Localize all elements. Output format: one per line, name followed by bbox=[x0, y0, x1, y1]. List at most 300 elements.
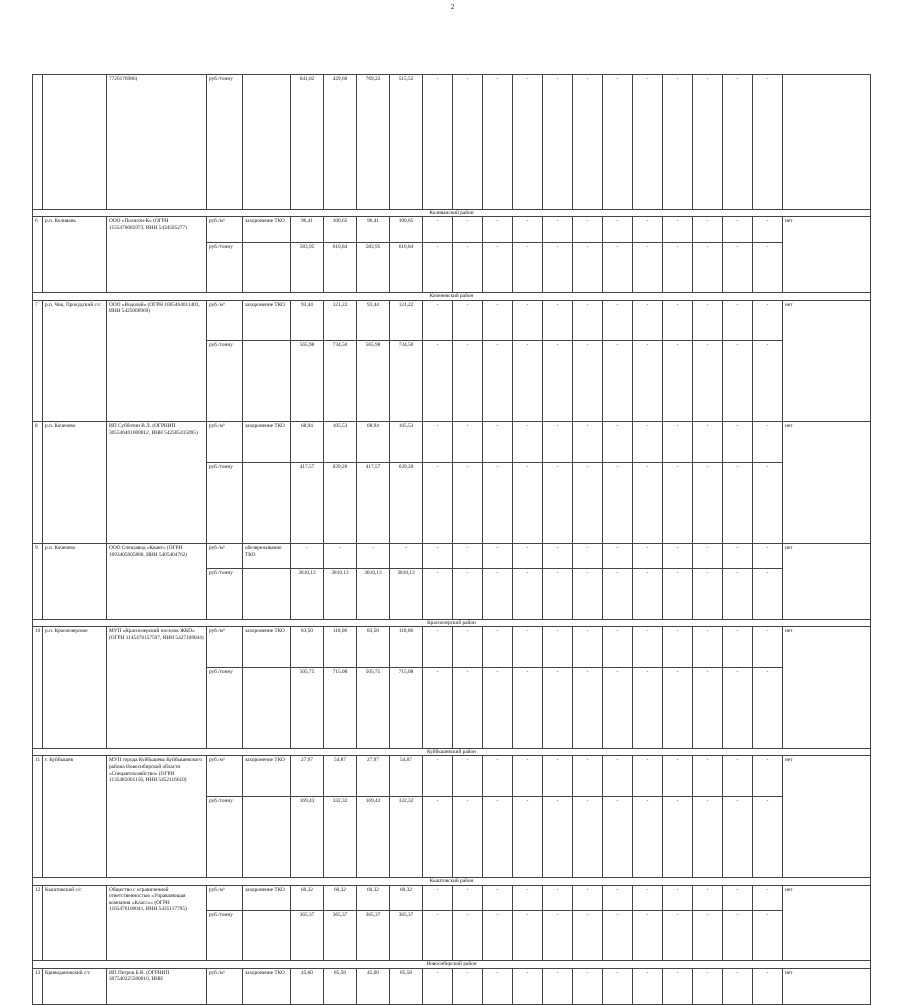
dash-cell: - bbox=[663, 885, 693, 910]
tariff-value-cell: - bbox=[357, 543, 390, 568]
dash-cell: - bbox=[693, 462, 723, 543]
dash-cell: - bbox=[483, 910, 513, 960]
tariff-value-cell: 118,06 bbox=[390, 627, 423, 668]
dash-cell: - bbox=[513, 75, 543, 210]
tariff-value-cell: - bbox=[291, 543, 324, 568]
dash-cell: - bbox=[423, 569, 453, 619]
district-heading: Кыштовский район bbox=[33, 878, 871, 886]
table-row bbox=[33, 422, 871, 463]
dash-cell: - bbox=[453, 217, 483, 242]
dash-cell: - bbox=[543, 756, 573, 797]
unit-cell: руб./тонну bbox=[207, 75, 243, 210]
provider-cell: МУП города Куйбышева Куйбышевского района Новосибирской области «Спецавтохозяйство» (ОГРН 1135485001156, ИНН 5452116610) bbox=[107, 756, 207, 878]
dash-cell: - bbox=[513, 217, 543, 242]
kind-cell: захоронение ТКО bbox=[243, 885, 291, 910]
tariff-value-cell: 565,98 bbox=[291, 341, 324, 422]
dash-cell: - bbox=[723, 341, 753, 422]
district-heading: Краснозерский район bbox=[33, 619, 871, 627]
dash-cell: - bbox=[723, 217, 753, 242]
dash-cell: - bbox=[453, 300, 483, 341]
vat-cell: нет bbox=[783, 422, 871, 544]
dash-cell: - bbox=[603, 627, 633, 668]
tariff-value-cell: 505,75 bbox=[357, 667, 390, 748]
dash-cell: - bbox=[453, 968, 483, 1004]
district-heading: Куйбышевский район bbox=[33, 748, 871, 756]
tariff-value-cell: 417,57 bbox=[357, 462, 390, 543]
district-row bbox=[33, 961, 871, 969]
dash-cell: - bbox=[513, 543, 543, 568]
tariff-value-cell: 332,32 bbox=[390, 796, 423, 877]
dash-cell: - bbox=[753, 341, 783, 422]
vat-cell: нет bbox=[783, 756, 871, 878]
unit-cell: руб./тонну bbox=[207, 569, 243, 619]
unit-cell: руб./м³ bbox=[207, 968, 243, 1004]
dash-cell: - bbox=[693, 569, 723, 619]
place-cell: р.п. Коливань bbox=[43, 217, 107, 293]
dash-cell: - bbox=[633, 543, 663, 568]
dash-cell: - bbox=[423, 543, 453, 568]
dash-cell: - bbox=[543, 341, 573, 422]
dash-cell: - bbox=[633, 422, 663, 463]
dash-cell: - bbox=[603, 300, 633, 341]
table-row bbox=[33, 627, 871, 668]
tariff-value-cell: 365,37 bbox=[357, 910, 390, 960]
vat-cell: нет bbox=[783, 543, 871, 619]
tariff-value-cell: 417,57 bbox=[291, 462, 324, 543]
tariff-value-cell: 3810,13 bbox=[291, 569, 324, 619]
dash-cell: - bbox=[513, 910, 543, 960]
dash-cell: - bbox=[753, 422, 783, 463]
dash-cell: - bbox=[483, 341, 513, 422]
tariff-value-cell: 429,60 bbox=[324, 75, 357, 210]
dash-cell: - bbox=[753, 462, 783, 543]
tariff-value-cell: 332,32 bbox=[324, 796, 357, 877]
district-row bbox=[33, 748, 871, 756]
dash-cell: - bbox=[663, 341, 693, 422]
dash-cell: - bbox=[693, 300, 723, 341]
dash-cell: - bbox=[573, 627, 603, 668]
dash-cell: - bbox=[603, 341, 633, 422]
dash-cell: - bbox=[573, 667, 603, 748]
dash-cell: - bbox=[573, 968, 603, 1004]
dash-cell: - bbox=[603, 968, 633, 1004]
tariff-value-cell: 365,37 bbox=[324, 910, 357, 960]
district-row bbox=[33, 619, 871, 627]
dash-cell: - bbox=[423, 667, 453, 748]
dash-cell: - bbox=[483, 569, 513, 619]
dash-cell: - bbox=[453, 667, 483, 748]
kind-cell: захоронение ТКО bbox=[243, 968, 291, 1004]
kind-cell bbox=[243, 242, 291, 292]
dash-cell: - bbox=[693, 910, 723, 960]
dash-cell: - bbox=[723, 543, 753, 568]
place-cell: р.п. Кочеnево bbox=[43, 543, 107, 619]
dash-cell: - bbox=[753, 910, 783, 960]
tariff-value-cell: 27,97 bbox=[357, 756, 390, 797]
dash-cell: - bbox=[633, 569, 663, 619]
dash-cell: - bbox=[453, 885, 483, 910]
dash-cell: - bbox=[483, 422, 513, 463]
dash-cell: - bbox=[633, 462, 663, 543]
dash-cell: - bbox=[633, 885, 663, 910]
dash-cell: - bbox=[663, 756, 693, 797]
tariff-value-cell: 27,97 bbox=[291, 756, 324, 797]
dash-cell: - bbox=[753, 796, 783, 877]
dash-cell: - bbox=[483, 627, 513, 668]
dash-cell: - bbox=[663, 422, 693, 463]
tariff-value-cell: 54,87 bbox=[390, 756, 423, 797]
dash-cell: - bbox=[693, 756, 723, 797]
number-cell: 8 bbox=[33, 422, 43, 544]
tariff-value-cell: 100,65 bbox=[390, 217, 423, 242]
kind-cell bbox=[243, 910, 291, 960]
dash-cell: - bbox=[423, 910, 453, 960]
dash-cell: - bbox=[723, 968, 753, 1004]
dash-cell: - bbox=[663, 968, 693, 1004]
dash-cell: - bbox=[513, 422, 543, 463]
dash-cell: - bbox=[693, 242, 723, 292]
dash-cell: - bbox=[573, 543, 603, 568]
district-row bbox=[33, 878, 871, 886]
tariff-table bbox=[32, 74, 871, 1005]
dash-cell: - bbox=[423, 300, 453, 341]
table-row bbox=[33, 300, 871, 341]
dash-cell: - bbox=[453, 569, 483, 619]
dash-cell: - bbox=[603, 242, 633, 292]
dash-cell: - bbox=[693, 543, 723, 568]
number-cell: 12 bbox=[33, 885, 43, 961]
dash-cell: - bbox=[723, 885, 753, 910]
kind-cell bbox=[243, 75, 291, 210]
dash-cell: - bbox=[663, 242, 693, 292]
dash-cell: - bbox=[723, 756, 753, 797]
district-heading: Новосибирский район bbox=[33, 961, 871, 969]
tariff-value-cell: 105,53 bbox=[324, 422, 357, 463]
dash-cell: - bbox=[633, 75, 663, 210]
dash-cell: - bbox=[723, 242, 753, 292]
dash-cell: - bbox=[753, 885, 783, 910]
number-cell: 9 bbox=[33, 543, 43, 619]
unit-cell: руб./м³ bbox=[207, 217, 243, 242]
tariff-value-cell: 85,58 bbox=[324, 968, 357, 1004]
place-cell: р.п. Чик, Прокудский с/с bbox=[43, 300, 107, 422]
kind-cell: обезвреживание ТКО bbox=[243, 543, 291, 568]
tariff-value-cell: 3810,13 bbox=[324, 569, 357, 619]
tariff-value-cell: 365,37 bbox=[291, 910, 324, 960]
tariff-value-cell: 121,22 bbox=[390, 300, 423, 341]
dash-cell: - bbox=[723, 462, 753, 543]
dash-cell: - bbox=[543, 796, 573, 877]
tariff-value-cell: 715,08 bbox=[324, 667, 357, 748]
kind-cell bbox=[243, 569, 291, 619]
number-cell: 11 bbox=[33, 756, 43, 878]
dash-cell: - bbox=[603, 910, 633, 960]
dash-cell: - bbox=[753, 217, 783, 242]
dash-cell: - bbox=[453, 756, 483, 797]
dash-cell: - bbox=[423, 422, 453, 463]
vat-cell: нет bbox=[783, 885, 871, 961]
dash-cell: - bbox=[603, 75, 633, 210]
dash-cell: - bbox=[483, 885, 513, 910]
dash-cell: - bbox=[543, 217, 573, 242]
tariff-value-cell: - bbox=[324, 543, 357, 568]
dash-cell: - bbox=[513, 796, 543, 877]
dash-cell: - bbox=[543, 885, 573, 910]
dash-cell: - bbox=[633, 242, 663, 292]
tariff-value-cell: 121,22 bbox=[324, 300, 357, 341]
table-row bbox=[33, 756, 871, 797]
tariff-value-cell: 60,32 bbox=[390, 885, 423, 910]
dash-cell: - bbox=[483, 667, 513, 748]
dash-cell: - bbox=[723, 422, 753, 463]
vat-cell bbox=[783, 75, 871, 210]
number-cell: 13 bbox=[33, 968, 43, 1004]
dash-cell: - bbox=[663, 75, 693, 210]
tariff-value-cell: 68,94 bbox=[357, 422, 390, 463]
dash-cell: - bbox=[423, 627, 453, 668]
dash-cell: - bbox=[573, 422, 603, 463]
dash-cell: - bbox=[483, 300, 513, 341]
dash-cell: - bbox=[543, 627, 573, 668]
dash-cell: - bbox=[663, 910, 693, 960]
dash-cell: - bbox=[723, 667, 753, 748]
tariff-value-cell: 505,75 bbox=[291, 667, 324, 748]
vat-cell: нет bbox=[783, 968, 871, 1004]
tariff-value-cell: 96,41 bbox=[291, 217, 324, 242]
dash-cell: - bbox=[693, 422, 723, 463]
dash-cell: - bbox=[723, 569, 753, 619]
number-cell: 7 bbox=[33, 300, 43, 422]
dash-cell: - bbox=[663, 796, 693, 877]
dash-cell: - bbox=[663, 569, 693, 619]
dash-cell: - bbox=[513, 885, 543, 910]
number-cell bbox=[33, 75, 43, 210]
kind-cell: захоронение ТКО bbox=[243, 217, 291, 242]
dash-cell: - bbox=[453, 242, 483, 292]
dash-cell: - bbox=[603, 885, 633, 910]
vat-cell: нет bbox=[783, 217, 871, 293]
dash-cell: - bbox=[633, 341, 663, 422]
dash-cell: - bbox=[663, 462, 693, 543]
dash-cell: - bbox=[603, 422, 633, 463]
tariff-value-cell: 45,60 bbox=[357, 968, 390, 1004]
dash-cell: - bbox=[633, 796, 663, 877]
kind-cell: захоронение ТКО bbox=[243, 422, 291, 463]
provider-cell: ООО «Водолей» (ОГРН 1065464011403, ИНН 5425000969) bbox=[107, 300, 207, 422]
dash-cell: - bbox=[573, 910, 603, 960]
kind-cell: захоронение ТКО bbox=[243, 756, 291, 797]
place-cell: Криводановский с/с bbox=[43, 968, 107, 1004]
tariff-value-cell: 54,87 bbox=[324, 756, 357, 797]
dash-cell: - bbox=[453, 627, 483, 668]
dash-cell: - bbox=[423, 756, 453, 797]
provider-cell: МУП «Краснозерский поселок ЖКО» (ОГРН 1145476157597, ИНН 5427108044) bbox=[107, 627, 207, 749]
dash-cell: - bbox=[573, 462, 603, 543]
unit-cell: руб./тонну bbox=[207, 242, 243, 292]
tariff-value-cell: 83,50 bbox=[357, 627, 390, 668]
dash-cell: - bbox=[513, 242, 543, 292]
dash-cell: - bbox=[753, 75, 783, 210]
dash-cell: - bbox=[753, 756, 783, 797]
dash-cell: - bbox=[603, 462, 633, 543]
tariff-value-cell: 734,50 bbox=[390, 341, 423, 422]
dash-cell: - bbox=[603, 796, 633, 877]
vat-cell: нет bbox=[783, 300, 871, 422]
tariff-value-cell: 639,20 bbox=[390, 462, 423, 543]
table-row bbox=[33, 543, 871, 568]
unit-cell: руб./м³ bbox=[207, 627, 243, 668]
dash-cell: - bbox=[753, 569, 783, 619]
tariff-value-cell: 100,65 bbox=[324, 217, 357, 242]
place-cell: г. Куйбышев bbox=[43, 756, 107, 878]
tariff-value-cell: 83,50 bbox=[291, 627, 324, 668]
dash-cell: - bbox=[693, 627, 723, 668]
dash-cell: - bbox=[603, 217, 633, 242]
dash-cell: - bbox=[513, 569, 543, 619]
dash-cell: - bbox=[663, 217, 693, 242]
tariff-value-cell: 641,02 bbox=[291, 75, 324, 210]
dash-cell: - bbox=[723, 910, 753, 960]
tariff-value-cell: 3810,13 bbox=[357, 569, 390, 619]
dash-cell: - bbox=[453, 462, 483, 543]
dash-cell: - bbox=[483, 75, 513, 210]
provider-cell: ИП Субботин В.Л. (ОГРНИП 305546401000012, ИНН 542505415095) bbox=[107, 422, 207, 544]
dash-cell: - bbox=[693, 75, 723, 210]
dash-cell: - bbox=[513, 341, 543, 422]
dash-cell: - bbox=[633, 756, 663, 797]
dash-cell: - bbox=[573, 569, 603, 619]
place-cell: Кыштовский с/с bbox=[43, 885, 107, 961]
dash-cell: - bbox=[423, 796, 453, 877]
unit-cell: руб./тонну bbox=[207, 462, 243, 543]
dash-cell: - bbox=[483, 462, 513, 543]
dash-cell: - bbox=[723, 300, 753, 341]
provider-cell: ИП Петров Б.В. (ОГРНИП 307540225500010, ИНН bbox=[107, 968, 207, 1004]
dash-cell: - bbox=[573, 300, 603, 341]
tariff-value-cell: 60,32 bbox=[291, 885, 324, 910]
tariff-value-cell: 610,84 bbox=[390, 242, 423, 292]
tariff-value-cell: 169,43 bbox=[357, 796, 390, 877]
dash-cell: - bbox=[663, 543, 693, 568]
dash-cell: - bbox=[513, 300, 543, 341]
dash-cell: - bbox=[543, 569, 573, 619]
dash-cell: - bbox=[603, 667, 633, 748]
tariff-value-cell: 60,32 bbox=[357, 885, 390, 910]
dash-cell: - bbox=[573, 75, 603, 210]
tariff-value-cell: 118,06 bbox=[324, 627, 357, 668]
dash-cell: - bbox=[543, 968, 573, 1004]
tariff-value-cell: 45,60 bbox=[291, 968, 324, 1004]
dash-cell: - bbox=[573, 756, 603, 797]
tariff-value-cell: 639,20 bbox=[324, 462, 357, 543]
dash-cell: - bbox=[513, 667, 543, 748]
dash-cell: - bbox=[723, 796, 753, 877]
tariff-value-cell: 734,50 bbox=[324, 341, 357, 422]
place-cell: р.п. Кочеnево bbox=[43, 422, 107, 544]
dash-cell: - bbox=[573, 217, 603, 242]
number-cell: 6 bbox=[33, 217, 43, 293]
dash-cell: - bbox=[513, 462, 543, 543]
kind-cell bbox=[243, 462, 291, 543]
tariff-value-cell: 715,08 bbox=[390, 667, 423, 748]
dash-cell: - bbox=[633, 667, 663, 748]
page-number: 2 bbox=[450, 3, 455, 11]
dash-cell: - bbox=[453, 543, 483, 568]
kind-cell bbox=[243, 796, 291, 877]
kind-cell: захоронение ТКО bbox=[243, 300, 291, 341]
dash-cell: - bbox=[663, 667, 693, 748]
tariff-value-cell: 96,41 bbox=[357, 217, 390, 242]
dash-cell: - bbox=[633, 627, 663, 668]
dash-cell: - bbox=[753, 968, 783, 1004]
dash-cell: - bbox=[453, 75, 483, 210]
dash-cell: - bbox=[693, 667, 723, 748]
dash-cell: - bbox=[483, 543, 513, 568]
tariff-value-cell: 105,53 bbox=[390, 422, 423, 463]
district-heading: Коливанский район bbox=[33, 209, 871, 217]
dash-cell: - bbox=[423, 968, 453, 1004]
tariff-value-cell: 169,43 bbox=[291, 796, 324, 877]
table-row bbox=[33, 968, 871, 1004]
unit-cell: руб./тонну bbox=[207, 341, 243, 422]
tariff-value-cell: 583,95 bbox=[357, 242, 390, 292]
dash-cell: - bbox=[453, 910, 483, 960]
dash-cell: - bbox=[693, 885, 723, 910]
unit-cell: руб./м³ bbox=[207, 422, 243, 463]
dash-cell: - bbox=[693, 341, 723, 422]
dash-cell: - bbox=[543, 422, 573, 463]
dash-cell: - bbox=[543, 300, 573, 341]
tariff-value-cell: 583,95 bbox=[291, 242, 324, 292]
dash-cell: - bbox=[753, 300, 783, 341]
provider-cell: Общество с ограниченной ответственностью «Управляющая компания «Класс»» (ОГРН 1165476100041, ИНН 5435117795) bbox=[107, 885, 207, 961]
tariff-value-cell: 60,32 bbox=[324, 885, 357, 910]
dash-cell: - bbox=[513, 968, 543, 1004]
dash-cell: - bbox=[423, 462, 453, 543]
tariff-value-cell: - bbox=[390, 543, 423, 568]
table-row bbox=[33, 75, 871, 210]
tariff-value-cell: 610,84 bbox=[324, 242, 357, 292]
tariff-value-cell: 68,94 bbox=[291, 422, 324, 463]
dash-cell: - bbox=[693, 217, 723, 242]
table-row bbox=[33, 217, 871, 242]
dash-cell: - bbox=[573, 796, 603, 877]
dash-cell: - bbox=[483, 217, 513, 242]
dash-cell: - bbox=[633, 968, 663, 1004]
district-row bbox=[33, 209, 871, 217]
dash-cell: - bbox=[753, 543, 783, 568]
dash-cell: - bbox=[453, 796, 483, 877]
dash-cell: - bbox=[753, 667, 783, 748]
tariff-value-cell: 3810,13 bbox=[390, 569, 423, 619]
dash-cell: - bbox=[423, 885, 453, 910]
dash-cell: - bbox=[603, 756, 633, 797]
dash-cell: - bbox=[543, 543, 573, 568]
vat-cell: нет bbox=[783, 627, 871, 749]
dash-cell: - bbox=[453, 341, 483, 422]
unit-cell: руб./тонну bbox=[207, 667, 243, 748]
table-row bbox=[33, 885, 871, 910]
dash-cell: - bbox=[633, 300, 663, 341]
tariff-value-cell: 365,37 bbox=[390, 910, 423, 960]
kind-cell: захоронение ТКО bbox=[243, 627, 291, 668]
dash-cell: - bbox=[543, 242, 573, 292]
dash-cell: - bbox=[753, 242, 783, 292]
dash-cell: - bbox=[423, 217, 453, 242]
district-heading: Коченевский район bbox=[33, 293, 871, 301]
dash-cell: - bbox=[423, 75, 453, 210]
tariff-value-cell: 93,44 bbox=[357, 300, 390, 341]
